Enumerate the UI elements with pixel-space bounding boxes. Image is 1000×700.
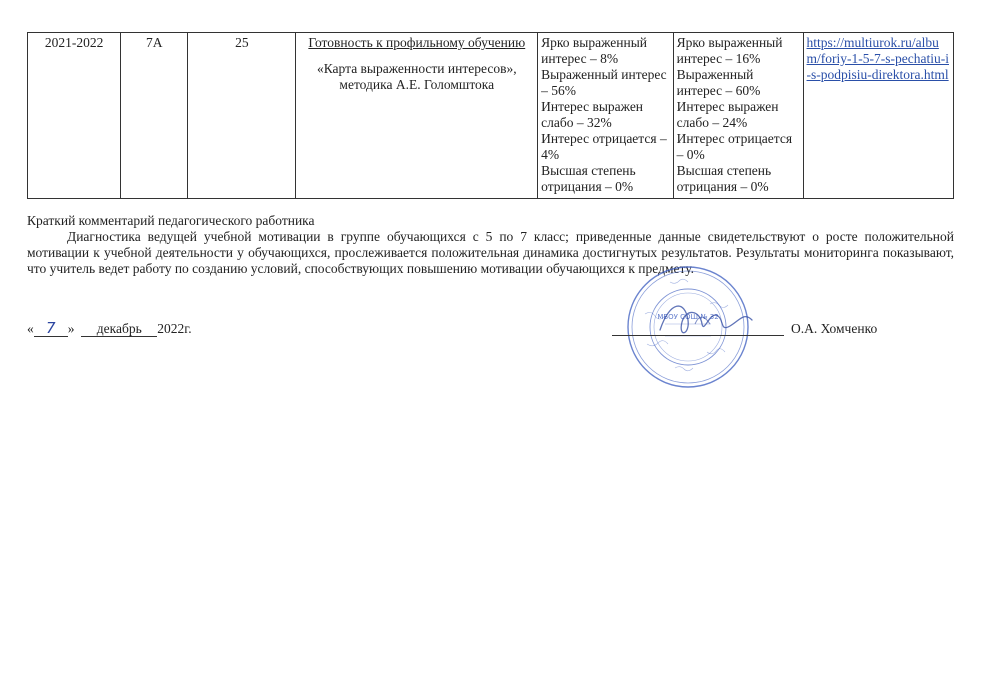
comment-heading: Краткий комментарий педагогического работника xyxy=(27,213,315,228)
cell-topic xyxy=(296,33,538,199)
seal-text: МБОУ СОШ № 32 xyxy=(657,313,719,321)
after-result-2: Выраженный интерес – 60% xyxy=(676,67,761,98)
table-row xyxy=(28,33,954,199)
before-result-4: Интерес отрицается – 4% xyxy=(541,131,667,162)
cell-year: 2021-2022 xyxy=(28,33,121,199)
date-month: декабрь xyxy=(96,321,142,336)
before-result-3: Интерес выражен слабо – 32% xyxy=(541,99,644,130)
date-day: 7 xyxy=(45,319,56,337)
comment-body: Диагностика ведущей учебной мотивации в группе обучающихся с 5 по 7 класс; приведенные данные свидетельствуют о росте положительной мотивации к учебной деятельности у обучающихся, прослеживается положительная динамика достигнутых результатов. Результаты мониторинга показывают, что учитель ведет работу по созданию условий, способствующих повышению мотивации обучающихся к предмету. xyxy=(27,229,954,276)
after-result-3: Интерес выражен слабо – 24% xyxy=(676,99,779,130)
handwritten-signature xyxy=(640,290,800,350)
date-year: 2022г. xyxy=(157,321,192,336)
cell-class: 7А xyxy=(121,33,188,199)
signer-name: О.А. Хомченко xyxy=(791,321,878,336)
date-line xyxy=(27,321,192,337)
results-table xyxy=(27,32,954,199)
evidence-link[interactable]: https://multiurok.ru/album/foriy-1-5-7-s-pechatiu-i-s-podpisiu-direktora.html xyxy=(806,35,949,82)
date-month-blank xyxy=(81,322,157,337)
cell-link xyxy=(803,33,953,199)
date-close-quote: » xyxy=(67,321,75,336)
before-result-5: Высшая степень отрицания – 0% xyxy=(541,163,636,194)
topic-method: «Карта выраженности интересов», методика А.Е. Голомштока xyxy=(316,61,517,92)
cell-count: 25 xyxy=(188,33,296,199)
cell-after-results xyxy=(673,33,803,199)
topic-title: Готовность к профильному обучению xyxy=(308,35,526,50)
after-result-1: Ярко выраженный интерес – 16% xyxy=(676,35,783,66)
date-open-quote: « xyxy=(27,321,34,336)
date-day-blank xyxy=(34,321,68,337)
before-result-2: Выраженный интерес – 56% xyxy=(541,67,667,98)
cell-before-results xyxy=(538,33,673,199)
before-result-1: Ярко выраженный интерес – 8% xyxy=(541,35,647,66)
after-result-4: Интерес отрицается – 0% xyxy=(676,131,793,162)
signature-line xyxy=(612,335,784,336)
after-result-5: Высшая степень отрицания – 0% xyxy=(676,163,772,194)
